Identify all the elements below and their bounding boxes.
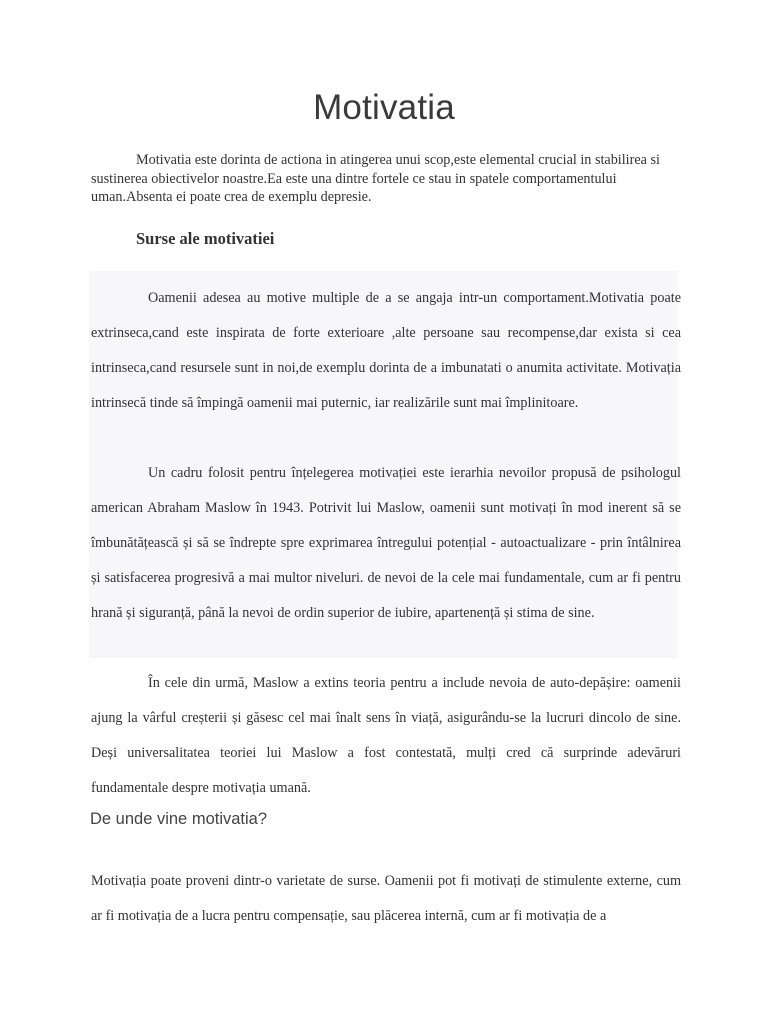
section-heading: Surse ale motivatiei <box>136 229 275 248</box>
subheading: De unde vine motivatia? <box>90 810 268 828</box>
paragraph-motive: Oamenii adesea au motive multiple de a se angaja intr-un comportament.Motivatia poate extrinseca,cand este inspirata de forte exterioare ,alte persoane sau recompense,dar exista si cea intrinseca,cand resursele sunt in noi,de exemplu dorinta de a imbunatati o anumita activitate. Motivația intrinsecă tinde să împingă oamenii mai puternic, iar realizările sunt mai împlinitoare. <box>91 290 681 411</box>
intro-paragraph: Motivatia este dorinta de actiona in atingerea unui scop,este elemental crucial in stabilirea si sustinerea obiectivelor noastre.Ea este una dintre fortele ce stau in spatele comportamentului uman.Absenta ei poate crea de exemplu depresie. <box>91 152 660 205</box>
closing-paragraph: Motivația poate proveni dintr-o varietate de surse. Oamenii pot fi motivați de stimulente externe, cum ar fi motivația de a lucra pentru compensație, sau plăcerea internă, cum ar fi motivația de a <box>91 873 681 924</box>
paragraph-maslow: Un cadru folosit pentru înțelegerea motivației este ierarhia nevoilor propusă de psihologul american Abraham Maslow în 1943. Potrivit lui Maslow, oamenii sunt motivați în mod inerent să se îmbunătățească și să se îndrepte spre exprimarea întregului potențial - autoactualizare - prin întâlnirea și satisfacerea progresivă a mai multor niveluri. de nevoi de la cele mai fundamentale, cum ar fi pentru hrană și siguranță, până la nevoi de ordin superior de iubire, apartenență și stima de sine. <box>91 465 681 621</box>
paragraph-self-transcendence: În cele din urmă, Maslow a extins teoria pentru a include nevoia de auto-depășire: oamenii ajung la vârful creșterii și găsesc cel mai înalt sens în viață, asigurându-se la lucruri dincolo de sine. Deși universalitatea teoriei lui Maslow a fost contestată, mulți cred că surprinde adevăruri fundamentale despre motivația umană. <box>91 675 681 796</box>
page-title: Motivatia <box>313 88 455 127</box>
